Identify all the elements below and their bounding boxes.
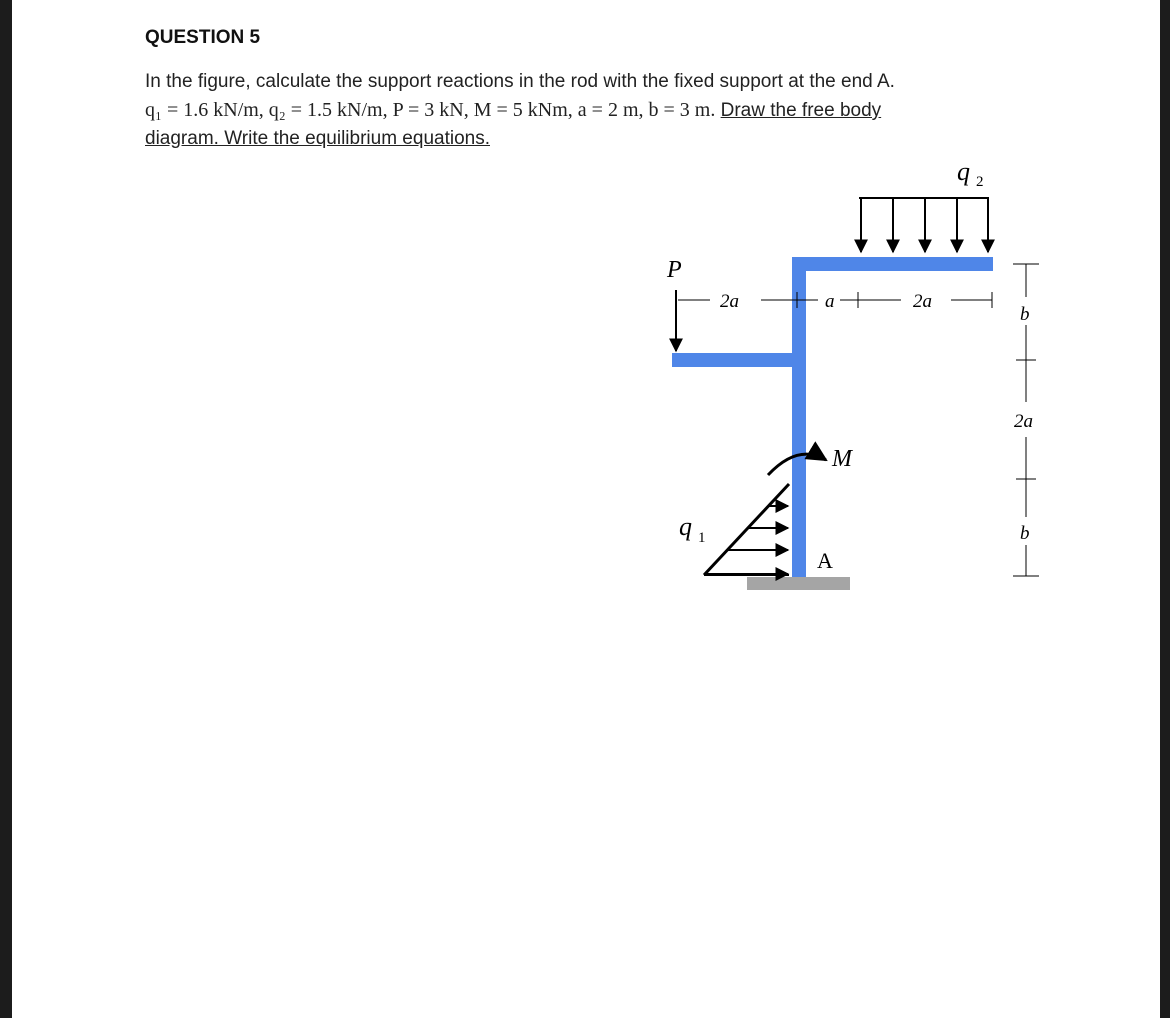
q2-subscript: 2 — [976, 174, 984, 190]
top-beam — [792, 257, 993, 271]
question-line-1: In the figure, calculate the support reactions in the rod with the fixed support at the end A. — [145, 71, 895, 92]
p-point-load — [666, 257, 682, 351]
dim-b-bottom-label: b — [1020, 523, 1030, 544]
m-label: M — [832, 446, 852, 472]
p-label: P — [667, 257, 682, 283]
vertical-column — [792, 257, 806, 577]
q1-triangular-load — [679, 484, 789, 575]
instruction-part-1: Draw the free body — [720, 100, 882, 121]
dim-2a-label: 2a — [1014, 411, 1033, 432]
dim-mid-label: a — [825, 291, 835, 312]
support-a-label: A — [817, 548, 833, 573]
dim-b-top-label: b — [1020, 304, 1030, 325]
q1-label: q — [679, 512, 692, 541]
horizontal-dimensions — [678, 291, 992, 312]
given-values: q₁ = 1.6 kN/m, q₂ = 1.5 kN/m, P = 3 kN, M = 5 kNm, a = 2 m, b = 3 m. — [145, 99, 716, 121]
instruction-part-2: diagram. Write the equilibrium equations. — [145, 128, 490, 149]
left-arm — [672, 353, 806, 367]
vertical-dimensions — [1013, 264, 1039, 576]
dim-right-label: 2a — [913, 291, 932, 312]
q2-label: q — [957, 157, 970, 186]
fixed-support-A — [747, 577, 850, 590]
question-title: QUESTION 5 — [145, 27, 261, 48]
q1-subscript: 1 — [698, 530, 706, 546]
dim-left-label: 2a — [720, 291, 739, 312]
q2-distributed-load — [859, 157, 989, 252]
moment-m — [768, 446, 854, 475]
